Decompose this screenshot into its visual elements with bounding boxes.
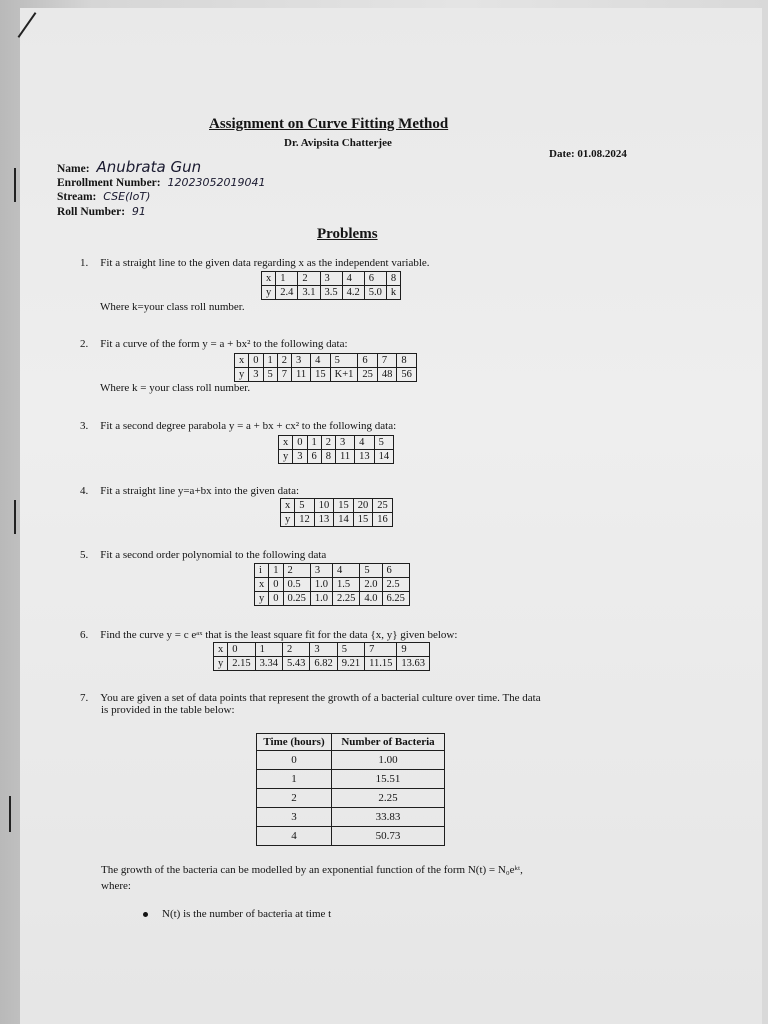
table-cell: 11.15	[365, 657, 397, 671]
time-cell: 3	[257, 808, 332, 827]
time-cell: 1	[257, 770, 332, 789]
table-cell: 14	[374, 450, 394, 464]
time-cell: 4	[257, 827, 332, 846]
table-cell: 8	[321, 450, 335, 464]
student-roll	[57, 205, 146, 218]
table-cell: 9.21	[337, 657, 364, 671]
table-cell: 3	[293, 450, 307, 464]
bacteria-count-cell: 15.51	[332, 770, 445, 789]
table-row	[279, 450, 394, 464]
problem-number: 6.	[80, 629, 89, 641]
table-row	[279, 436, 394, 450]
problem-3	[80, 416, 396, 434]
table-cell: k	[386, 286, 400, 300]
problem-text: You are given a set of data points that represent the growth of a bacterial culture over time. The data	[100, 692, 541, 704]
table-row	[235, 368, 417, 382]
problem-4	[80, 481, 299, 499]
table-header-row	[257, 734, 445, 751]
table-cell: 16	[373, 513, 393, 527]
table-cell: 14	[334, 513, 354, 527]
problem-number: 3.	[80, 420, 89, 432]
model-description-line-1: The growth of the bacteria can be modelled by an exponential function of the form N(t) = N₀eᵏᵗ,	[101, 864, 523, 876]
table-cell: 1	[263, 354, 277, 368]
problem-text: Fit a second order polynomial to the following data	[100, 549, 327, 561]
table-cell: 5	[360, 564, 382, 578]
table-cell: 13	[355, 450, 375, 464]
table-cell: 1.0	[310, 592, 332, 606]
table-cell: 0	[269, 578, 283, 592]
table-cell: 8	[386, 272, 400, 286]
table-cell: 3	[249, 368, 263, 382]
name-label: Name:	[57, 163, 90, 175]
table-cell: 6	[382, 564, 409, 578]
table-row	[262, 272, 401, 286]
model-description-line-2: where:	[101, 880, 131, 892]
problem-text: Find the curve y = c eᵃˣ that is the least square fit for the data {x, y} given below:	[100, 629, 458, 641]
table-cell: 5	[374, 436, 394, 450]
table-cell: 1	[269, 564, 283, 578]
table-cell: 15	[353, 513, 373, 527]
table-cell: 3	[336, 436, 355, 450]
table-cell: 5	[295, 499, 315, 513]
table-cell: 5.43	[283, 657, 310, 671]
table-cell: 0	[228, 643, 255, 657]
time-cell: 0	[257, 751, 332, 770]
table-cell: 1	[307, 436, 321, 450]
pen-mark-left-2	[14, 500, 16, 534]
table-cell: 6	[358, 354, 378, 368]
table-cell: 7	[377, 354, 397, 368]
problem-1	[80, 253, 430, 271]
enrollment-label: Enrollment Number:	[57, 177, 161, 189]
table-cell: 9	[397, 643, 430, 657]
table-cell: 4	[355, 436, 375, 450]
table-cell: 0	[269, 592, 283, 606]
bullet-text: N(t) is the number of bacteria at time t	[162, 908, 332, 920]
row-label-cell: x	[235, 354, 249, 368]
bacteria-table	[256, 733, 445, 846]
table-cell: 20	[353, 499, 373, 513]
problems-heading: Problems	[317, 226, 378, 242]
table-row	[255, 564, 410, 578]
table-cell: 8	[397, 354, 417, 368]
bullet-icon	[143, 912, 148, 917]
time-cell: 2	[257, 789, 332, 808]
table-cell: 7	[365, 643, 397, 657]
student-enrollment	[57, 176, 265, 189]
table-cell: 5	[330, 354, 358, 368]
table-cell: 1	[276, 272, 298, 286]
pen-mark-left-3	[9, 796, 11, 832]
problem-text: Fit a straight line to the given data regarding x as the independent variable.	[100, 257, 430, 269]
bacteria-count-cell: 33.83	[332, 808, 445, 827]
table-row	[281, 513, 393, 527]
data-table-problem-6	[213, 642, 430, 671]
enrollment-value: 12023052019041	[167, 176, 266, 189]
table-cell: 2.5	[382, 578, 409, 592]
column-header-time: Time (hours)	[257, 734, 332, 751]
problem-text: Fit a curve of the form y = a + bx² to the following data:	[100, 338, 348, 350]
table-cell: 12	[295, 513, 315, 527]
table-row	[214, 657, 430, 671]
row-label-cell: y	[214, 657, 228, 671]
table-cell: 0.25	[283, 592, 310, 606]
table-cell: 3.1	[298, 286, 320, 300]
table-row	[257, 808, 445, 827]
table-cell: 25	[358, 368, 378, 382]
row-label-cell: x	[214, 643, 228, 657]
table-cell: 15	[311, 368, 331, 382]
table-cell: 7	[277, 368, 291, 382]
table-cell: 3	[292, 354, 311, 368]
problem-number: 7.	[80, 692, 89, 704]
problem-7-text-line-2: is provided in the table below:	[101, 704, 235, 716]
table-cell: 2.0	[360, 578, 382, 592]
student-name	[57, 158, 201, 176]
table-cell: 1.0	[310, 578, 332, 592]
table-cell: 1.5	[333, 578, 360, 592]
name-value: Anubrata Gun	[96, 158, 202, 176]
bacteria-count-cell: 2.25	[332, 789, 445, 808]
problem-number: 1.	[80, 257, 89, 269]
column-header-bacteria: Number of Bacteria	[332, 734, 445, 751]
table-cell: 4	[311, 354, 331, 368]
bacteria-count-cell: 1.00	[332, 751, 445, 770]
table-cell: 6	[307, 450, 321, 464]
data-table-problem-1	[261, 271, 401, 300]
row-label-cell: y	[279, 450, 293, 464]
stream-label: Stream:	[57, 191, 97, 203]
table-cell: 11	[292, 368, 311, 382]
pen-mark-left-1	[14, 168, 16, 202]
table-cell: 15	[334, 499, 354, 513]
table-cell: 4	[342, 272, 364, 286]
table-cell: 3	[310, 564, 332, 578]
data-table-problem-3	[278, 435, 394, 464]
table-row	[255, 578, 410, 592]
table-cell: 5	[263, 368, 277, 382]
problem-number: 4.	[80, 485, 89, 497]
table-cell: 3.5	[320, 286, 342, 300]
table-row	[257, 751, 445, 770]
table-cell: 3	[320, 272, 342, 286]
row-label-cell: y	[262, 286, 276, 300]
table-row	[262, 286, 401, 300]
data-table-problem-5	[254, 563, 410, 606]
table-cell: 2.4	[276, 286, 298, 300]
row-label-cell: x	[262, 272, 276, 286]
table-cell: 2	[277, 354, 291, 368]
author-name: Dr. Avipsita Chatterjee	[284, 137, 392, 149]
table-row	[214, 643, 430, 657]
table-cell: 5.0	[364, 286, 386, 300]
problem-6	[80, 625, 457, 643]
data-table-problem-2	[234, 353, 417, 382]
row-label-cell: x	[281, 499, 295, 513]
stream-value: CSE(IoT)	[103, 190, 151, 203]
table-cell: 0	[293, 436, 307, 450]
table-cell: 25	[373, 499, 393, 513]
table-cell: 3.34	[255, 657, 282, 671]
table-cell: 4.2	[342, 286, 364, 300]
row-label-cell: x	[255, 578, 269, 592]
table-cell: 0	[249, 354, 263, 368]
row-label-cell: y	[281, 513, 295, 527]
table-cell: K+1	[330, 368, 358, 382]
table-row	[255, 592, 410, 606]
table-cell: 48	[377, 368, 397, 382]
table-cell: 10	[314, 499, 334, 513]
table-cell: 11	[336, 450, 355, 464]
roll-label: Roll Number:	[57, 206, 126, 218]
table-cell: 6.82	[310, 657, 337, 671]
table-row	[257, 827, 445, 846]
table-cell: 1	[255, 643, 282, 657]
student-stream	[57, 190, 150, 203]
bacteria-count-cell: 50.73	[332, 827, 445, 846]
problem-number: 2.	[80, 338, 89, 350]
table-row	[281, 499, 393, 513]
table-cell: 0.5	[283, 578, 310, 592]
table-cell: 2	[283, 643, 310, 657]
problem-text: Fit a second degree parabola y = a + bx + cx² to the following data:	[100, 420, 397, 432]
roll-value: 91	[131, 205, 146, 218]
table-row	[235, 354, 417, 368]
table-row	[257, 789, 445, 808]
problem-1-note: Where k=your class roll number.	[100, 301, 245, 313]
table-cell: 4.0	[360, 592, 382, 606]
table-cell: 4	[333, 564, 360, 578]
assignment-date: Date: 01.08.2024	[549, 148, 627, 160]
row-label-cell: y	[255, 592, 269, 606]
row-label-cell: x	[279, 436, 293, 450]
table-cell: 5	[337, 643, 364, 657]
table-cell: 2.25	[333, 592, 360, 606]
bullet-item	[143, 908, 331, 920]
problem-number: 5.	[80, 549, 89, 561]
row-label-cell: y	[235, 368, 249, 382]
table-cell: 13.63	[397, 657, 430, 671]
table-cell: 2	[283, 564, 310, 578]
assignment-title: Assignment on Curve Fitting Method	[209, 116, 449, 132]
row-label-cell: i	[255, 564, 269, 578]
table-cell: 6	[364, 272, 386, 286]
table-cell: 2	[321, 436, 335, 450]
table-row	[257, 770, 445, 789]
problem-text: Fit a straight line y=a+bx into the given data:	[100, 485, 300, 497]
table-cell: 13	[314, 513, 334, 527]
problem-2	[80, 334, 348, 352]
table-cell: 2	[298, 272, 320, 286]
problem-2-note: Where k = your class roll number.	[100, 382, 251, 394]
problem-5	[80, 545, 326, 563]
table-cell: 3	[310, 643, 337, 657]
table-cell: 56	[397, 368, 417, 382]
data-table-problem-4	[280, 498, 393, 527]
table-cell: 2.15	[228, 657, 255, 671]
table-cell: 6.25	[382, 592, 409, 606]
